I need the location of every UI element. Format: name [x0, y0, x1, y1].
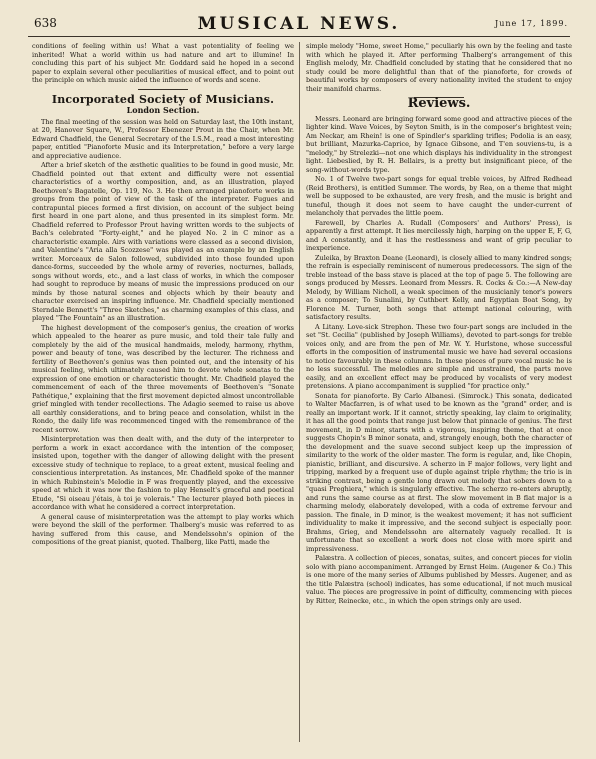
review-paragraph: Zuleika, by Braxton Deane (Leonard), is closely allied to many kindred songs; the refrain is especially reminiscent of numerous predecessors. The sign of the treble instead of the bass stave is placed at the top of page 5. The following are songs produced by Messrs. Leonard from Messrs. R. Cocks & Co.:—A New-day Melody, by William Nicholl, a weak specimen of the musicianly tenor's powers as a composer; To Sunalini, by Cuthbert Kelly, and Egyptian Boat Song, by Florence M. Turner, both songs that attempt national colouring, with satisfactory results. [306, 253, 572, 321]
review-paragraph: Palæstra. A collection of pieces, sonatas, suites, and concert pieces for violin solo with piano accompaniment. Arranged by Ernst Heim. (Augener & Co.) This is one more of the many series of Albums published by Messrs. Augener, and as the title Palæstra (school) indicates, has some educational, if not much musical value. The pieces are progressive in point of difficulty, commencing with pieces by Ritter, Reinecke, etc., in which the open strings only are used. [306, 554, 572, 605]
continuation-paragraph: conditions of feeling within us! What a vast potentiality of feeling we inherited! What a world within us had nature and art to illumine! In concluding this part of his subject Mr. Goddard said he hoped in a second paper to explain several other peculiarities of musical effect, and to point out the principle on which music aided the influence of words and scene. [32, 42, 294, 84]
review-paragraph: No. 1 of Twelve two-part songs for equal treble voices, by Alfred Redhead (Reid Brothers), is entitled Summer. The words, by Rea, on a theme that might well be supposed to be exhausted, are very fresh, and the music is bright and tuneful, though it does not seem to have caught the under-current of melancholy that pervades the little poem. [306, 175, 572, 217]
issue-date: June 17, 1899. [495, 19, 568, 28]
left-column [32, 42, 294, 751]
article-paragraph: A general cause of misinterpretation was the attempt to play works which were beyond the skill of the performer. Thalberg's music was referred to as having suffered from this cause, and Mendelssohn's opinion of the compositions of the great pianist, quoted. Thalberg, like Patti, made the [32, 512, 294, 546]
review-paragraph: Sonata for pianoforte. By Carlo Albanesi. (Simrock.) This sonata, dedicated to Walter Macfarren, is of what used to be known as the "grand" order, and is really an important work. If it cannot, strictly speaking, lay claim to originality, it has all the good points that range just below that pinnacle of genius. The first movement, in D minor, starts with a vigorous, inspiring theme, that at once suggests Chopin's B minor sonata, and, strangely enough, both the character of the development and the suave second subject keep up the impression of similarity to the work of the older master. The form is regular, and, like Chopin, pianistic, brilliant, and discursive. A scherzo in F major follows, very light and tripping, marked by a frequent use of duple against triple rhythm; the trio is in striking contrast, being a gentle long drawn out melody that sobers down to a "quasi Preghiera," which is singularly effective. The scherzo re-enters abruptly, and runs the same course as at first. The slow movement in B flat major is a charming melody, elaborately developed, with a coda of extreme fervour and passion. The finale, in D minor, is the weakest movement; it has not sufficient individuality to make it impressive, and the second subject is especially poor. Brahms, Grieg, and Mendelssohn are alternately vaguely recalled. It is unfortunate that so excellent a work does not close with more spirit and impressiveness. [306, 391, 572, 553]
masthead-title: MUSICAL NEWS. [197, 14, 401, 34]
review-paragraph: A Litany. Love-sick Strephon. These two four-part songs are included in the set "St. Cecilia" (published by Joseph Williams), devoted to part-songs for treble voices only, and are from the pen of Mr. W. Y. Hurlstone, whose successful efforts in the composition of instrumental music we have had several occasions to notice favourably in these columns. In these pieces of pure vocal music he is no less successful. The melodies are simple and unstrained, the parts move easily, and an excellent effect may be produced by vocalists of very modest pretensions. A piano accompaniment is supplied "for practice only." [306, 322, 572, 390]
column-rule [299, 42, 300, 742]
section-title-reviews: Reviews. [407, 96, 471, 111]
review-paragraph: Messrs. Leonard are bringing forward some good and attractive pieces of the lighter kind. Wave Voices, by Seyton Smith, is in the composer's brightest vein; Am Neckar, am Rhein! is one of Spindler's sparkling trifles; Podolia is an easy, but brilliant, Mazurka-Caprice, by Ignace Gibsone, and T'en souviens-tu, is a "melody," by Strelezki—not one which displays his individuality in the strongest light. Liebeslied, by R. H. Bellairs, is a pretty but insignificant piece, of the song-without-words type. [306, 114, 572, 174]
right-column [306, 42, 572, 751]
section-title-society: Incorporated Society of Musicians. [51, 92, 275, 106]
article-paragraph: After a brief sketch of the æsthetic qualities to be found in good music, Mr. Chadfield pointed out that extent and difficulty were not essential characteristics of a worthy composition, and, as an illustration, played Beethoven's Bagatelle, Op. 119, No. 3. He then arranged pianoforte works in groups from the point of view of the task of the interpreter. Fugues and contrapuntal pieces formed a first division, on account of the subject being first heard in one part alone, and thus presented in its simplest form. Mr. Chadfield referred to Professor Prout having written words to the subjects of Bach's celebrated "Forty-eight," and he played No. 2 in C minor as a characteristic example. Airs with variations were classed as a second division, and Valentine's "Aria alla Scozzese" was played as an example by an English writer. Morceaux de Salon followed, subdivided into those founded upon dance-forms, succeeded by the whole army of reveries, nocturnes, ballads, songs without words, etc., and a last class of works, in which the composer had sought to reproduce by means of music the impressions produced on our minds by those natural scenes and objects which by their beauty and character exercised an inspiring influence. Mr. Chadfield specially mentioned Sterndale Bennett's "Three Sketches," as charming examples of this class, and played "The Fountain" as an illustration. [32, 161, 294, 322]
continuation-paragraph: simple melody "Home, sweet Home," peculiarly his own by the feeling and taste with which he played it. After performing Thalberg's arrangement of this English melody, Mr. Chadfield concluded by stating that he considered that no study could be more delightful than that of the pianoforte, for crowds of beautiful works by composers of every nationality invited the student to enjoy their manifold charms. [306, 42, 572, 93]
page-header [28, 14, 570, 37]
article-paragraph: The final meeting of the session was held on Saturday last, the 10th instant, at 20, Hanover Square, W., Professor Ebenezer Prout in the Chair, when Mr. Edward Chadfield, the General Secretary of the I.S.M., read a most interesting paper, entitled "Pianoforte Music and its Interpretation," before a very large and appreciative audience. [32, 117, 294, 160]
section-subtitle: London Section. [126, 105, 200, 115]
article-paragraph: Misinterpretation was then dealt with, and the duty of the interpreter to perform a work in exact accordance with the intention of the composer, insisted upon, together with the danger of allowing delight with the present excessive study of technique to replace, to a great extent, musical feeling and conscientious interpretation. As instances, Mr. Chadfield spoke of the manner in which Rubinstein's Melodie in F was frequently played, and the excessive speed at which it was now the fashion to play Henselt's graceful and poetical Etude, "Si oiseau j'étais, à toi je volerais." The lecturer played both pieces in accordance with what he considered a correct interpretation. [32, 435, 294, 511]
section-divider [138, 89, 188, 90]
review-paragraph: Farewell, by Charles A. Rudall (Composers' and Authors' Press), is apparently a first attempt. It lies mercilessly high, harping on the upper E, F, G, and A constantly, and it has the restlessness and want of grip peculiar to inexperience. [306, 218, 572, 252]
article-paragraph: The highest development of the composer's genius, the creation of works which appealed to the hearer as pure music, and told their tale fully and completely by the aid of the musical handmaids, melody, harmony, rhythm, power and beauty of tone, was described by the lecturer. The richness and fertility of Beethoven's genius was then pointed out, and the intensity of his musical feeling, which ultimately caused him to devote whole sonatas to the expression of one emotion or characteristic thought. Mr. Chadfield played the commencement of each of the three movements of Beethoven's "Sonate Pathétique," explaining that the first movement depicted almost uncontrollable grief mingled with tender recollections. The Adagio seemed to raise us above all earthly considerations, and to bring peace and consolation, whilst in the Rondo, the daily life was recommenced tinged with the remembrance of the recent sorrow. [32, 323, 294, 434]
page-number: 638 [34, 16, 57, 30]
